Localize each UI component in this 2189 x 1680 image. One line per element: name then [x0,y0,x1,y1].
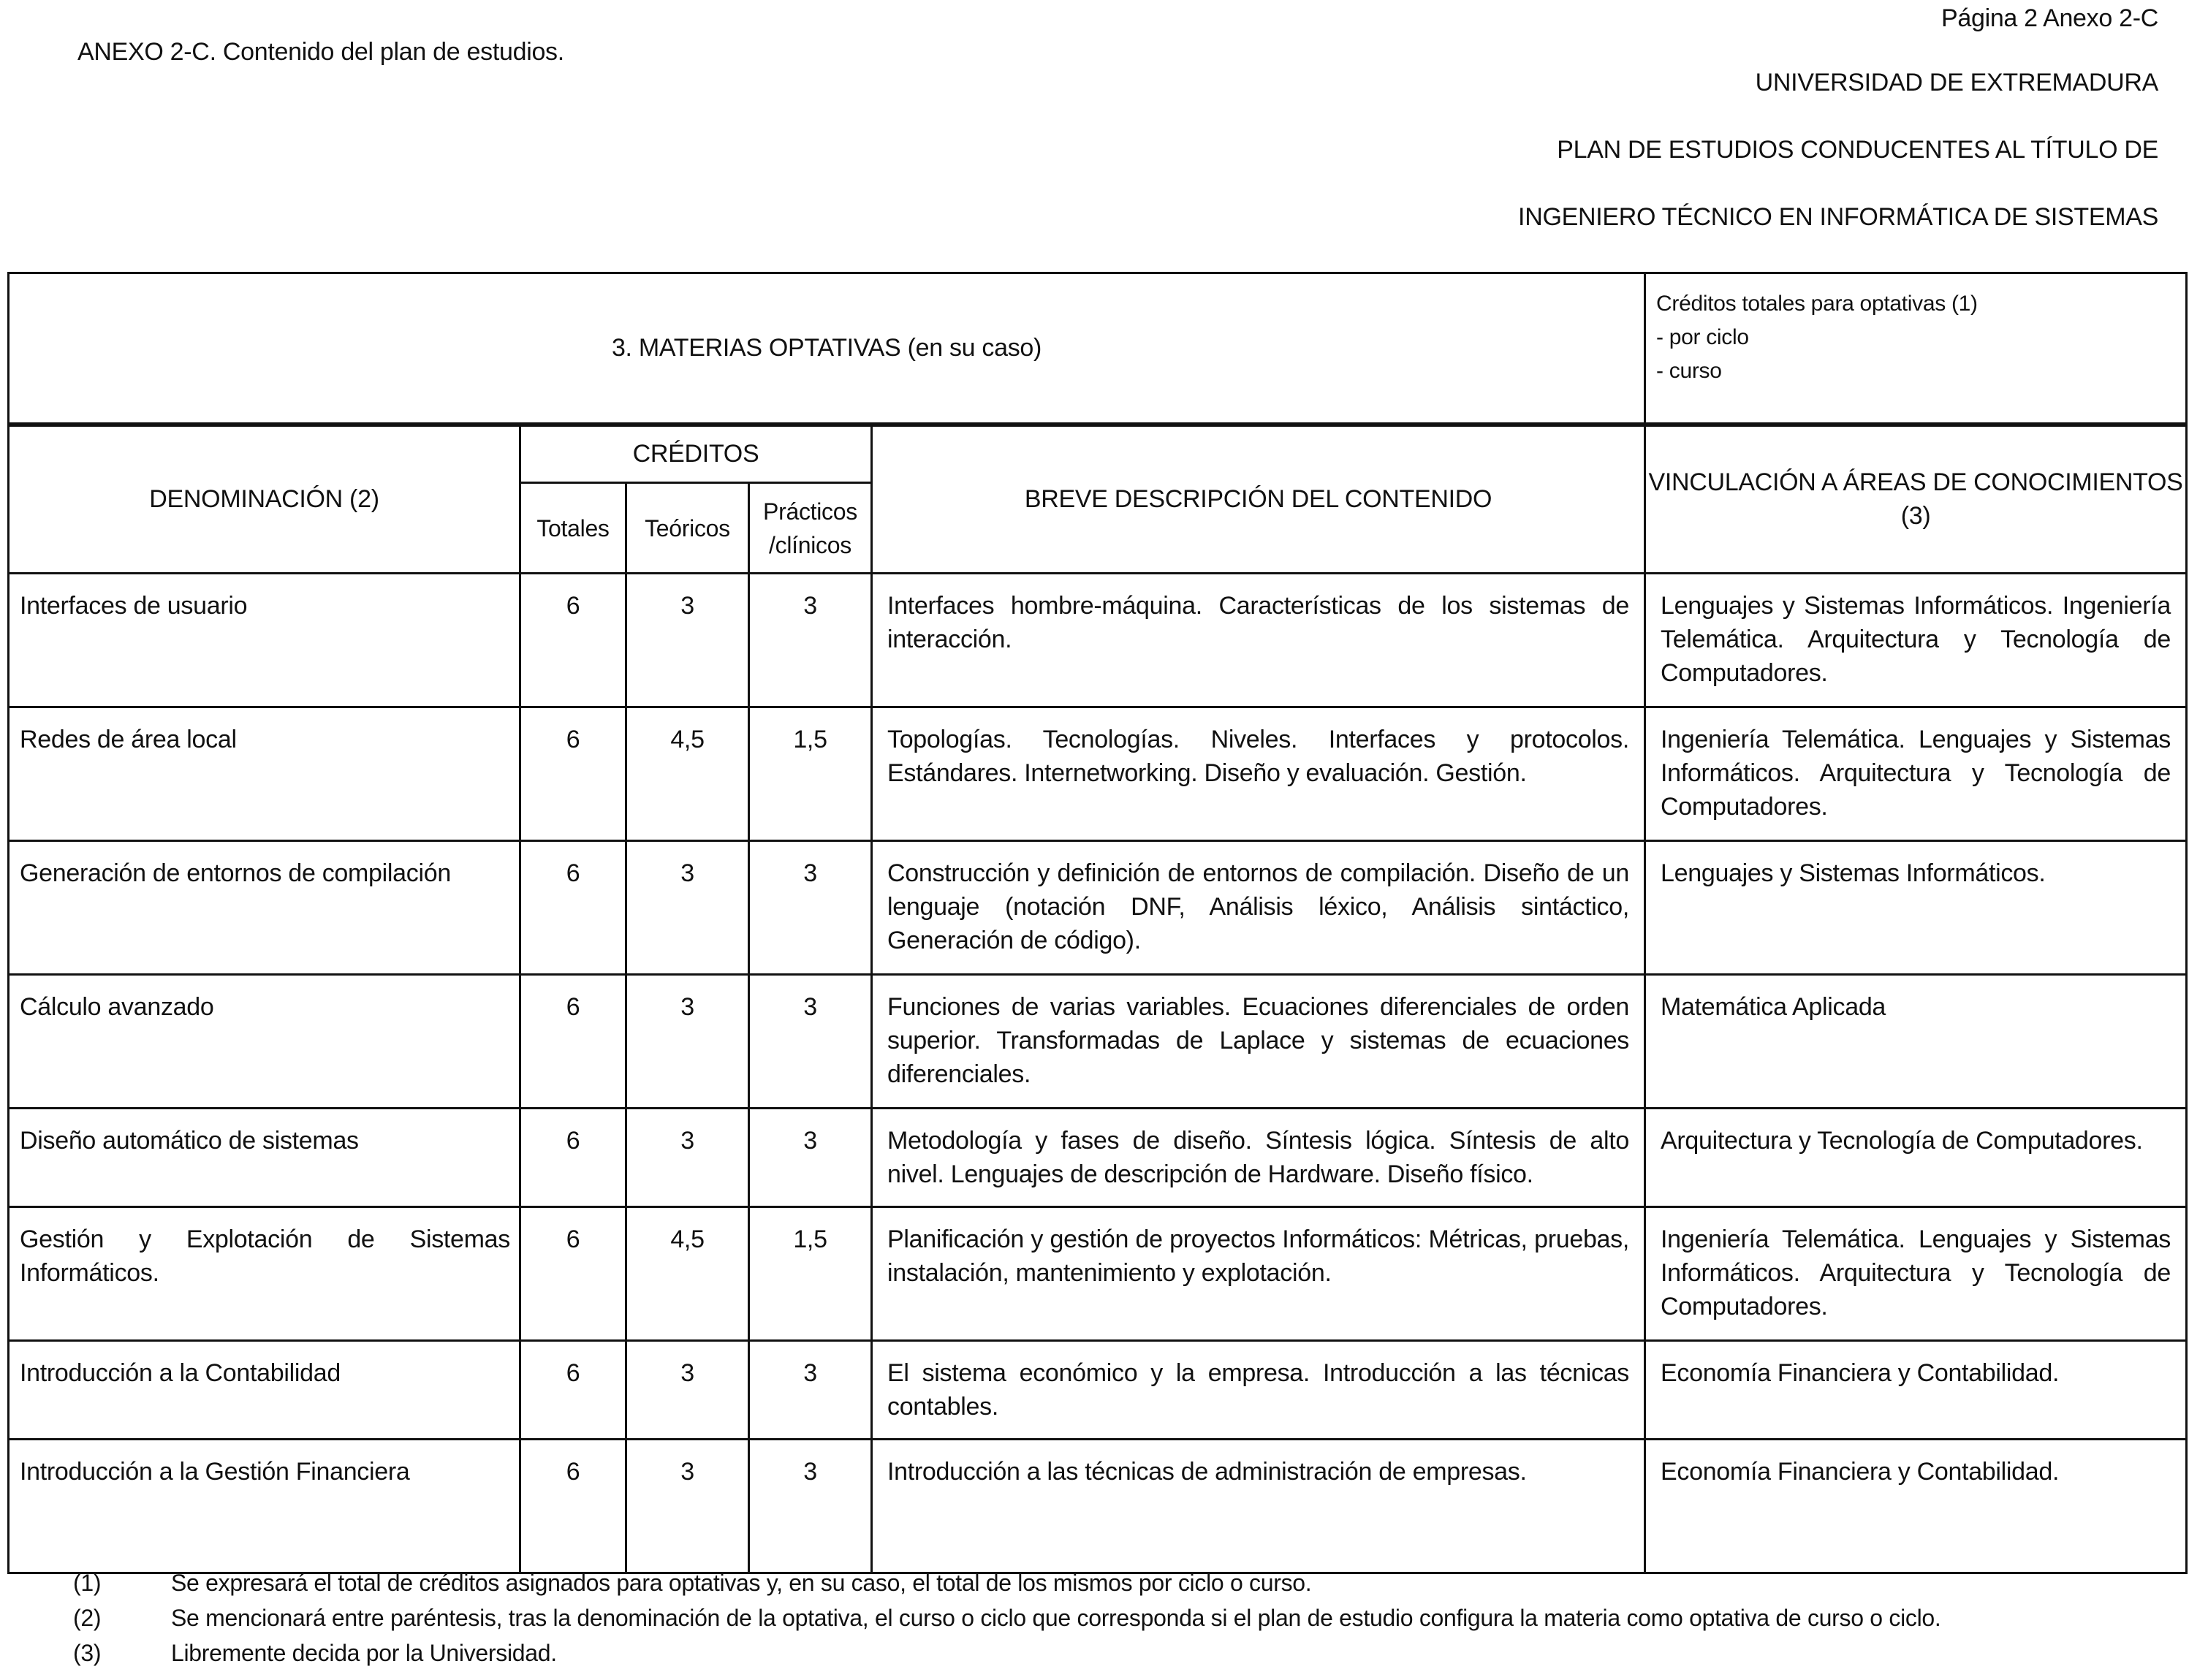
credits-total: 6 [520,1341,626,1440]
plan-title: PLAN DE ESTUDIOS CONDUCENTES AL TÍTULO DE [1557,136,2158,164]
credits-total: 6 [520,841,626,975]
subject-name: Redes de área local [9,707,520,841]
credits-total: 6 [520,975,626,1109]
footnotes [73,1565,1940,1671]
col-header-vinculacion: VINCULACIÓN A ÁREAS DE CONOCIMIENTOS (3) [1645,425,2187,574]
credits-practice: 3 [749,975,872,1109]
credits-total: 6 [520,1109,626,1207]
subject-row [9,1207,2187,1341]
column-header-row [9,425,2187,483]
credits-total: 6 [520,707,626,841]
subject-description: El sistema económico y la empresa. Introducción a las técnicas contables. [872,1341,1645,1440]
knowledge-areas: Arquitectura y Tecnología de Computadores. [1645,1109,2187,1207]
subject-row [9,1109,2187,1207]
credits-practice: 1,5 [749,707,872,841]
credits-theory: 3 [626,1440,749,1573]
knowledge-areas: Lenguajes y Sistemas Informáticos. [1645,841,2187,975]
subject-name: Cálculo avanzado [9,975,520,1109]
subject-row [9,1440,2187,1573]
totals-box [1645,273,2187,425]
col-header-denominacion: DENOMINACIÓN (2) [9,425,520,574]
subject-name: Gestión y Explotación de Sistemas Informáticos. [9,1207,520,1341]
col-header-creditos: CRÉDITOS [520,425,872,483]
totals-line: - curso [1656,359,1722,383]
subject-description: Introducción a las técnicas de administración de empresas. [872,1440,1645,1573]
subject-description: Interfaces hombre-máquina. Características de los sistemas de interacción. [872,574,1645,707]
footnote-text: Se expresará el total de créditos asignados para optativas y, en su caso, el total de los mismos por ciclo o curso. [171,1570,1312,1596]
knowledge-areas: Lenguajes y Sistemas Informáticos. Ingeniería Telemática. Arquitectura y Tecnología de Computadores. [1645,574,2187,707]
credits-total: 6 [520,1207,626,1341]
knowledge-areas: Ingeniería Telemática. Lenguajes y Sistemas Informáticos. Arquitectura y Tecnología de Computadores. [1645,707,2187,841]
credits-theory: 3 [626,574,749,707]
credits-practice: 1,5 [749,1207,872,1341]
col-header-descripcion: BREVE DESCRIPCIÓN DEL CONTENIDO [872,425,1645,574]
footnote [73,1635,1940,1671]
credits-practice: 3 [749,1440,872,1573]
totals-line: - por ciclo [1656,325,1749,349]
knowledge-areas: Ingeniería Telemática. Lenguajes y Sistemas Informáticos. Arquitectura y Tecnología de Computadores. [1645,1207,2187,1341]
subject-name: Generación de entornos de compilación [9,841,520,975]
subject-name: Diseño automático de sistemas [9,1109,520,1207]
totals-line: Créditos totales para optativas (1) [1656,292,1978,316]
footnote [73,1600,1940,1635]
subject-name: Introducción a la Gestión Financiera [9,1440,520,1573]
credits-total: 6 [520,574,626,707]
subject-row [9,1341,2187,1440]
knowledge-areas: Economía Financiera y Contabilidad. [1645,1440,2187,1573]
col-header-totales: Totales [520,483,626,574]
subject-description: Funciones de varias variables. Ecuaciones diferenciales de orden superior. Transformadas de Laplace y sistemas de ecuaciones diferenciales. [872,975,1645,1109]
document-reference: ANEXO 2-C. Contenido del plan de estudios. [77,38,564,66]
page-number: Página 2 Anexo 2-C [1940,4,2158,32]
knowledge-areas: Economía Financiera y Contabilidad. [1645,1341,2187,1440]
section-header-row [9,273,2187,425]
credits-practice: 3 [749,1341,872,1440]
credits-total: 6 [520,1440,626,1573]
footnote-text: Libremente decida por la Universidad. [171,1640,557,1666]
subject-row [9,707,2187,841]
credits-theory: 3 [626,1109,749,1207]
degree-title: INGENIERO TÉCNICO EN INFORMÁTICA DE SISTEMAS [1518,203,2158,231]
credits-theory: 4,5 [626,1207,749,1341]
footnote-number: (2) [73,1605,102,1631]
col-header-teoricos: Teóricos [626,483,749,574]
footnote-number: (3) [73,1640,102,1666]
subject-description: Metodología y fases de diseño. Síntesis lógica. Síntesis de alto nivel. Lenguajes de descripción de Hardware. Diseño físico. [872,1109,1645,1207]
optional-subjects-table [7,272,2188,1574]
subject-name: Interfaces de usuario [9,574,520,707]
col-header-practicos: Prácticos /clínicos [749,483,872,574]
footnote [73,1565,1940,1600]
subject-description: Planificación y gestión de proyectos Informáticos: Métricas, pruebas, instalación, mantenimiento y explotación. [872,1207,1645,1341]
credits-theory: 3 [626,975,749,1109]
subject-description: Construcción y definición de entornos de compilación. Diseño de un lenguaje (notación DNF, Análisis léxico, Análisis sintáctico, Generación de código). [872,841,1645,975]
credits-practice: 3 [749,1109,872,1207]
subject-row [9,574,2187,707]
knowledge-areas: Matemática Aplicada [1645,975,2187,1109]
subject-name: Introducción a la Contabilidad [9,1341,520,1440]
credits-practice: 3 [749,841,872,975]
university-name: UNIVERSIDAD DE EXTREMADURA [1755,69,2158,96]
footnote-number: (1) [73,1570,102,1596]
subject-row [9,841,2187,975]
subject-row [9,975,2187,1109]
credits-theory: 3 [626,841,749,975]
credits-theory: 4,5 [626,707,749,841]
subject-description: Topologías. Tecnologías. Niveles. Interfaces y protocolos. Estándares. Internetworking. Diseño y evaluación. Gestión. [872,707,1645,841]
credits-practice: 3 [749,574,872,707]
section-title: 3. MATERIAS OPTATIVAS (en su caso) [9,273,1645,425]
footnote-text: Se mencionará entre paréntesis, tras la denominación de la optativa, el curso o ciclo que corresponda si el plan de estudio configura la materia como optativa de curso o ciclo. [171,1605,1941,1631]
credits-theory: 3 [626,1341,749,1440]
